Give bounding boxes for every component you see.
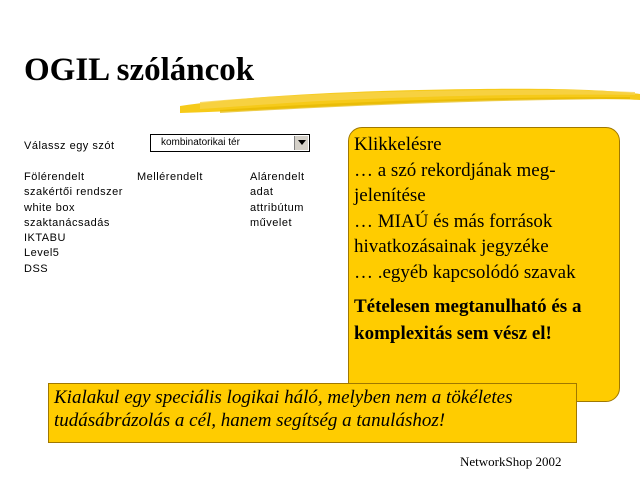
- list-item[interactable]: adat: [250, 186, 274, 199]
- selector-label: Válassz egy szót: [24, 140, 115, 152]
- subordinate-column: [250, 170, 305, 231]
- list-item[interactable]: Level5: [24, 247, 60, 260]
- note-line: … .egyéb kapcsolódó szavak: [354, 261, 576, 283]
- note-line: … a szó rekordjának meg-: [354, 159, 556, 181]
- column-header: Fölérendelt: [24, 171, 85, 183]
- callout-line: tudásábrázolás a cél, hanem segítség a tanuláshoz!: [54, 410, 446, 431]
- superordinate-column: [24, 170, 123, 277]
- list-item[interactable]: white box: [24, 201, 75, 214]
- list-item[interactable]: IKTABU: [24, 232, 66, 245]
- dropdown-button[interactable]: [294, 136, 308, 150]
- note-emphasis-line: Tételesen megtanulható és a: [354, 296, 582, 317]
- callout-line: Kialakul egy speciális logikai háló, melyben nem a tökéletes: [54, 387, 513, 408]
- list-item[interactable]: attribútum: [250, 201, 304, 214]
- info-note-box: [348, 127, 620, 402]
- word-select-dropdown[interactable]: [150, 134, 310, 152]
- list-item[interactable]: szakértői rendszer: [24, 186, 123, 199]
- list-item[interactable]: DSS: [24, 262, 49, 275]
- footer-text: NetworkShop 2002: [460, 454, 562, 469]
- callout-text: [54, 386, 574, 432]
- brush-stroke-decoration: [180, 80, 640, 118]
- note-line: … MIAÚ és más források: [354, 210, 553, 232]
- slide-title: OGIL szóláncok: [24, 52, 255, 88]
- coordinate-column: [137, 170, 203, 185]
- note-line: hivatkozásainak jegyzéke: [354, 236, 549, 257]
- note-emphasis: [354, 293, 619, 347]
- note-line: Klikkelésre: [354, 134, 442, 155]
- column-header: Mellérendelt: [137, 171, 203, 183]
- list-item[interactable]: szaktanácsadás: [24, 216, 110, 229]
- word-select-value: kombinatorikai tér: [161, 137, 240, 148]
- note-emphasis-line: komplexitás sem vész el!: [354, 323, 552, 344]
- note-line: jelenítése: [354, 185, 426, 206]
- chevron-down-icon: [298, 140, 306, 145]
- list-item[interactable]: művelet: [250, 216, 293, 229]
- column-header: Alárendelt: [250, 171, 305, 183]
